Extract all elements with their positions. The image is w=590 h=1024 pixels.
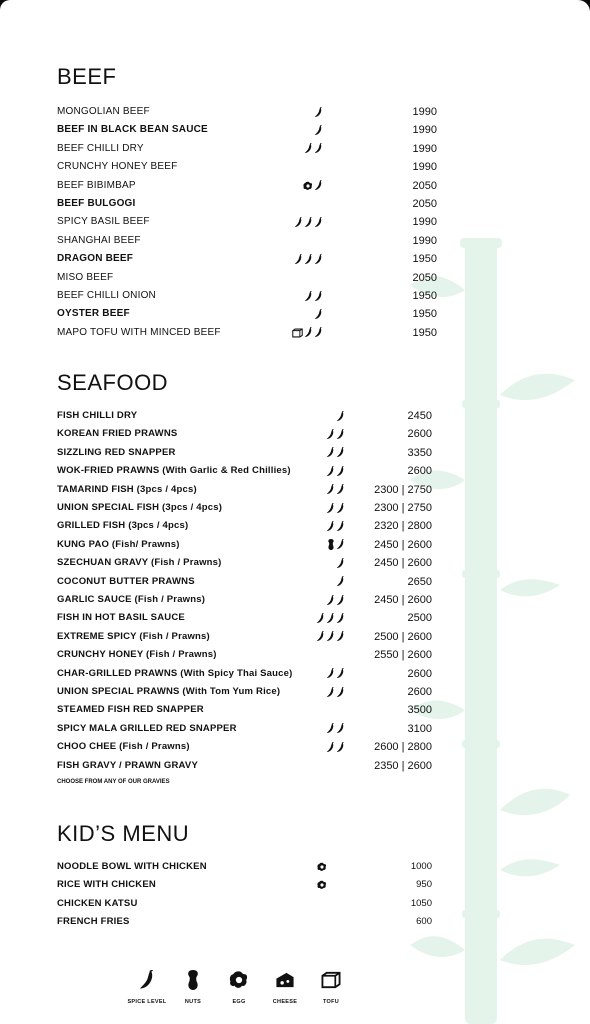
legend-item-tofu — [306, 970, 356, 1005]
menu-item-price: 2600 — [407, 465, 432, 478]
menu-item-price: 1050 — [410, 897, 432, 909]
menu-item-name: BEEF BIBIMBAP — [57, 179, 136, 191]
egg-icon — [303, 181, 313, 191]
menu-item-name: RICE WITH CHICKEN — [57, 879, 156, 891]
dietary-icons — [317, 878, 327, 892]
menu-item-name: UNION SPECIAL FISH (3pcs / 4pcs) — [57, 502, 223, 513]
menu-item-price: 2300 | 2750 — [374, 483, 432, 496]
bamboo-decoration — [410, 230, 590, 1024]
dietary-icons — [336, 409, 345, 423]
menu-item-price: 1990 — [412, 142, 437, 155]
chilli-icon — [336, 429, 345, 440]
chilli-icon — [326, 595, 335, 606]
menu-item-name: STEAMED FISH RED SNAPPER — [57, 704, 204, 716]
chilli-icon — [316, 613, 325, 624]
menu-item — [57, 914, 437, 932]
dietary-icons — [314, 307, 323, 321]
chilli-icon — [326, 613, 335, 624]
menu-item-price: 2450 — [407, 410, 432, 422]
dietary-icons — [314, 123, 323, 137]
chilli-icon — [336, 631, 345, 642]
chilli-icon — [326, 447, 335, 458]
menu-item — [57, 426, 437, 444]
menu-item-price: 2600 | 2800 — [374, 741, 432, 754]
chilli-icon — [336, 539, 345, 550]
gravy-note: CHOOSE FROM ANY OF OUR GRAVIES — [57, 779, 170, 785]
legend-label: TOFU — [322, 999, 340, 1005]
menu-item-price: 950 — [416, 879, 432, 891]
menu-item-price: 2500 — [407, 612, 432, 625]
menu-item-price: 2350 | 2600 — [374, 759, 432, 772]
menu-item-name: FISH CHILLI DRY — [57, 410, 138, 421]
dietary-icons — [314, 105, 323, 119]
chilli-icon — [336, 503, 345, 514]
menu-item-name: CRUNCHY HONEY BEEF — [57, 161, 178, 173]
chilli-icon — [314, 217, 323, 228]
chilli-icon — [336, 668, 345, 679]
dietary-icons — [326, 464, 345, 478]
menu-item — [57, 859, 437, 877]
egg-icon — [317, 862, 327, 872]
menu-item — [57, 647, 437, 665]
dietary-icons — [326, 446, 345, 460]
menu-item-name: KUNG PAO (Fish/ Prawns) — [57, 538, 180, 550]
section-title-kids: KID’S MENU — [57, 821, 190, 846]
menu-item-price: 2650 — [407, 575, 432, 588]
chilli-icon — [336, 484, 345, 495]
menu-item-name: MONGOLIAN BEEF — [57, 106, 150, 117]
dietary-icons — [326, 501, 345, 515]
menu-item-name: FISH GRAVY / PRAWN GRAVY — [57, 759, 198, 771]
chilli-icon — [326, 742, 335, 753]
menu-item — [57, 592, 437, 610]
dietary-icons — [316, 611, 345, 625]
menu-item-name: CHAR-GRILLED PRAWNS (With Spicy Thai Sauce) — [57, 667, 293, 679]
menu-item-price: 1990 — [412, 234, 437, 247]
chilli-icon — [336, 558, 345, 569]
menu-item-name: FISH IN HOT BASIL SAUCE — [57, 612, 185, 624]
menu-item-price: 2500 | 2600 — [374, 630, 432, 643]
menu-item-name: COCONUT BUTTER PRAWNS — [57, 575, 195, 587]
menu-item — [57, 141, 437, 159]
egg-icon — [229, 970, 249, 990]
menu-item — [57, 739, 437, 757]
menu-item — [57, 325, 437, 343]
dietary-icons — [292, 326, 323, 340]
menu-item-name: BEEF BULGOGI — [57, 198, 136, 209]
menu-item — [57, 721, 437, 739]
chilli-icon — [336, 447, 345, 458]
dietary-icons — [304, 289, 323, 303]
chilli-icon — [304, 291, 313, 302]
menu-item-name: KOREAN FRIED PRAWNS — [57, 428, 178, 440]
chilli-icon — [336, 742, 345, 753]
chilli-icon — [137, 970, 157, 990]
legend-item-nuts — [168, 970, 218, 1005]
chilli-icon — [294, 254, 303, 265]
menu-item — [57, 500, 437, 518]
chilli-icon — [336, 723, 345, 734]
menu-item-price: 2550 | 2600 — [374, 649, 432, 662]
chilli-icon — [326, 723, 335, 734]
menu-item-name: EXTREME SPICY (Fish / Prawns) — [57, 630, 210, 642]
egg-icon — [317, 880, 327, 890]
menu-item-name: SHANGHAI BEEF — [57, 234, 141, 246]
menu-item-name: CHOO CHEE (Fish / Prawns) — [57, 741, 190, 753]
menu-item-price: 1950 — [412, 290, 437, 302]
legend-label: EGG — [232, 999, 246, 1005]
menu-item — [57, 270, 437, 288]
dietary-icons — [326, 483, 345, 497]
menu-item-price: 1990 — [412, 124, 437, 137]
dietary-icons — [336, 556, 345, 570]
menu-item-name: GRILLED FISH (3pcs / 4pcs) — [57, 520, 189, 532]
menu-item-name: SIZZLING RED SNAPPER — [57, 446, 176, 458]
dietary-icons — [326, 667, 345, 681]
chilli-icon — [336, 411, 345, 422]
chilli-icon — [336, 613, 345, 624]
menu-item-name: FRENCH FRIES — [57, 916, 130, 928]
menu-item — [57, 555, 437, 573]
dietary-icons — [336, 575, 345, 589]
menu-item-price: 1990 — [412, 161, 437, 174]
menu-item — [57, 518, 437, 536]
menu-item-price: 2450 | 2600 — [374, 538, 432, 551]
tofu-icon — [321, 970, 341, 990]
chilli-icon — [336, 576, 345, 587]
menu-item — [57, 896, 437, 914]
dietary-icons — [326, 593, 345, 607]
menu-item — [57, 288, 437, 306]
chilli-icon — [326, 466, 335, 477]
menu-item — [57, 104, 437, 122]
menu-item-price: 2300 | 2750 — [374, 502, 432, 514]
chilli-icon — [326, 503, 335, 514]
dietary-icons — [326, 427, 345, 441]
menu-item-name: BEEF CHILLI DRY — [57, 142, 144, 154]
chilli-icon — [304, 327, 313, 338]
dietary-icons — [294, 215, 323, 229]
menu-item-name: WOK-FRIED PRAWNS (With Garlic & Red Chillies) — [57, 465, 291, 477]
chilli-icon — [314, 107, 323, 118]
menu-item — [57, 877, 437, 895]
dietary-icons — [304, 142, 323, 156]
legend-label: NUTS — [184, 999, 202, 1005]
legend-item-chilli — [122, 970, 172, 1005]
menu-item-name: MISO BEEF — [57, 271, 114, 283]
menu-item-price: 2050 — [412, 198, 437, 210]
chilli-icon — [326, 687, 335, 698]
chilli-icon — [314, 180, 323, 191]
chilli-icon — [336, 595, 345, 606]
dietary-icons — [316, 630, 345, 644]
menu-item-price: 3350 — [407, 446, 432, 459]
menu-item-name: SPICY BASIL BEEF — [57, 216, 150, 228]
menu-item-price: 1950 — [412, 326, 437, 339]
menu-item-name: SZECHUAN GRAVY (Fish / Prawns) — [57, 557, 222, 569]
legend-label: SPICE LEVEL — [127, 999, 167, 1005]
section-title-beef: BEEF — [57, 64, 117, 89]
chilli-icon — [326, 484, 335, 495]
menu-item-price: 2050 — [412, 271, 437, 284]
chilli-icon — [304, 143, 313, 154]
menu-item — [57, 122, 437, 140]
legend-item-egg — [214, 970, 264, 1005]
chilli-icon — [326, 521, 335, 532]
menu-item-name: DRAGON BEEF — [57, 253, 134, 265]
menu-item — [57, 233, 437, 251]
chilli-icon — [314, 254, 323, 265]
menu-item-price: 1990 — [412, 106, 437, 118]
chilli-icon — [326, 429, 335, 440]
menu-item — [57, 159, 437, 177]
menu-item — [57, 408, 437, 426]
menu-item — [57, 574, 437, 592]
menu-item-price: 1990 — [412, 216, 437, 229]
chilli-icon — [336, 466, 345, 477]
dietary-icons — [326, 722, 345, 736]
menu-item-name: UNION SPECIAL PRAWNS (With Tom Yum Rice) — [57, 686, 281, 697]
menu-item-name: OYSTER BEEF — [57, 308, 130, 320]
menu-item-price: 2600 — [407, 667, 432, 680]
menu-item — [57, 251, 437, 269]
menu-item-price: 2050 — [412, 179, 437, 192]
menu-item — [57, 702, 437, 720]
menu-item — [57, 196, 437, 214]
menu-item-name: TAMARIND FISH (3pcs / 4pcs) — [57, 483, 197, 495]
dietary-icons — [326, 740, 345, 754]
menu-item — [57, 306, 437, 324]
dietary-icons — [326, 685, 345, 699]
menu-item — [57, 684, 437, 702]
chilli-icon — [326, 668, 335, 679]
menu-item — [57, 666, 437, 684]
menu-item-price: 1950 — [412, 253, 437, 266]
menu-item-price: 2450 | 2600 — [374, 557, 432, 570]
menu-item — [57, 610, 437, 628]
chilli-icon — [304, 217, 313, 228]
chilli-icon — [314, 327, 323, 338]
menu-item-price: 1950 — [412, 308, 437, 321]
chilli-icon — [326, 631, 335, 642]
dietary-icons — [317, 860, 327, 874]
menu-item-name: MAPO TOFU WITH MINCED BEEF — [57, 326, 221, 338]
menu-item — [57, 463, 437, 481]
chilli-icon — [314, 125, 323, 136]
menu-item-price: 2600 — [407, 428, 432, 441]
chilli-icon — [294, 217, 303, 228]
menu-item-name: GARLIC SAUCE (Fish / Prawns) — [57, 594, 206, 605]
legend-label: CHEESE — [272, 999, 298, 1005]
chilli-icon — [314, 309, 323, 320]
menu-item — [57, 214, 437, 232]
menu-item — [57, 445, 437, 463]
dietary-icons — [303, 179, 323, 193]
dietary-icons — [294, 252, 323, 266]
menu-item — [57, 482, 437, 500]
chilli-icon — [304, 254, 313, 265]
menu-item-name: BEEF IN BLACK BEAN SAUCE — [57, 124, 208, 136]
menu-item-name: NOODLE BOWL WITH CHICKEN — [57, 861, 207, 872]
menu-item-price: 3100 — [407, 722, 432, 735]
menu-item-price: 2320 | 2800 — [374, 520, 432, 533]
section-title-seafood: SEAFOOD — [57, 370, 169, 395]
dietary-icons — [327, 538, 345, 552]
cheese-icon — [275, 970, 295, 990]
chilli-icon — [316, 631, 325, 642]
tofu-icon — [292, 328, 303, 338]
chilli-icon — [336, 521, 345, 532]
legend-item-cheese — [260, 970, 310, 1005]
chilli-icon — [314, 291, 323, 302]
menu-item — [57, 758, 437, 776]
nuts-icon — [183, 970, 203, 990]
menu-item-price: 1000 — [410, 861, 432, 872]
menu-item-name: BEEF CHILLI ONION — [57, 290, 156, 301]
menu-item — [57, 629, 437, 647]
nuts-icon — [327, 539, 335, 550]
menu-item-price: 3500 — [407, 704, 432, 717]
chilli-icon — [336, 687, 345, 698]
dietary-legend — [127, 970, 367, 1010]
chilli-icon — [314, 143, 323, 154]
menu-item-price: 2600 — [407, 686, 432, 698]
menu-item-name: SPICY MALA GRILLED RED SNAPPER — [57, 722, 237, 734]
menu-item-price: 600 — [416, 916, 432, 928]
menu-item-price: 2450 | 2600 — [374, 594, 432, 606]
menu-item-name: CHICKEN KATSU — [57, 897, 138, 909]
menu-item — [57, 537, 437, 555]
menu-item — [57, 178, 437, 196]
menu-item-name: CRUNCHY HONEY (Fish / Prawns) — [57, 649, 217, 661]
dietary-icons — [326, 519, 345, 533]
